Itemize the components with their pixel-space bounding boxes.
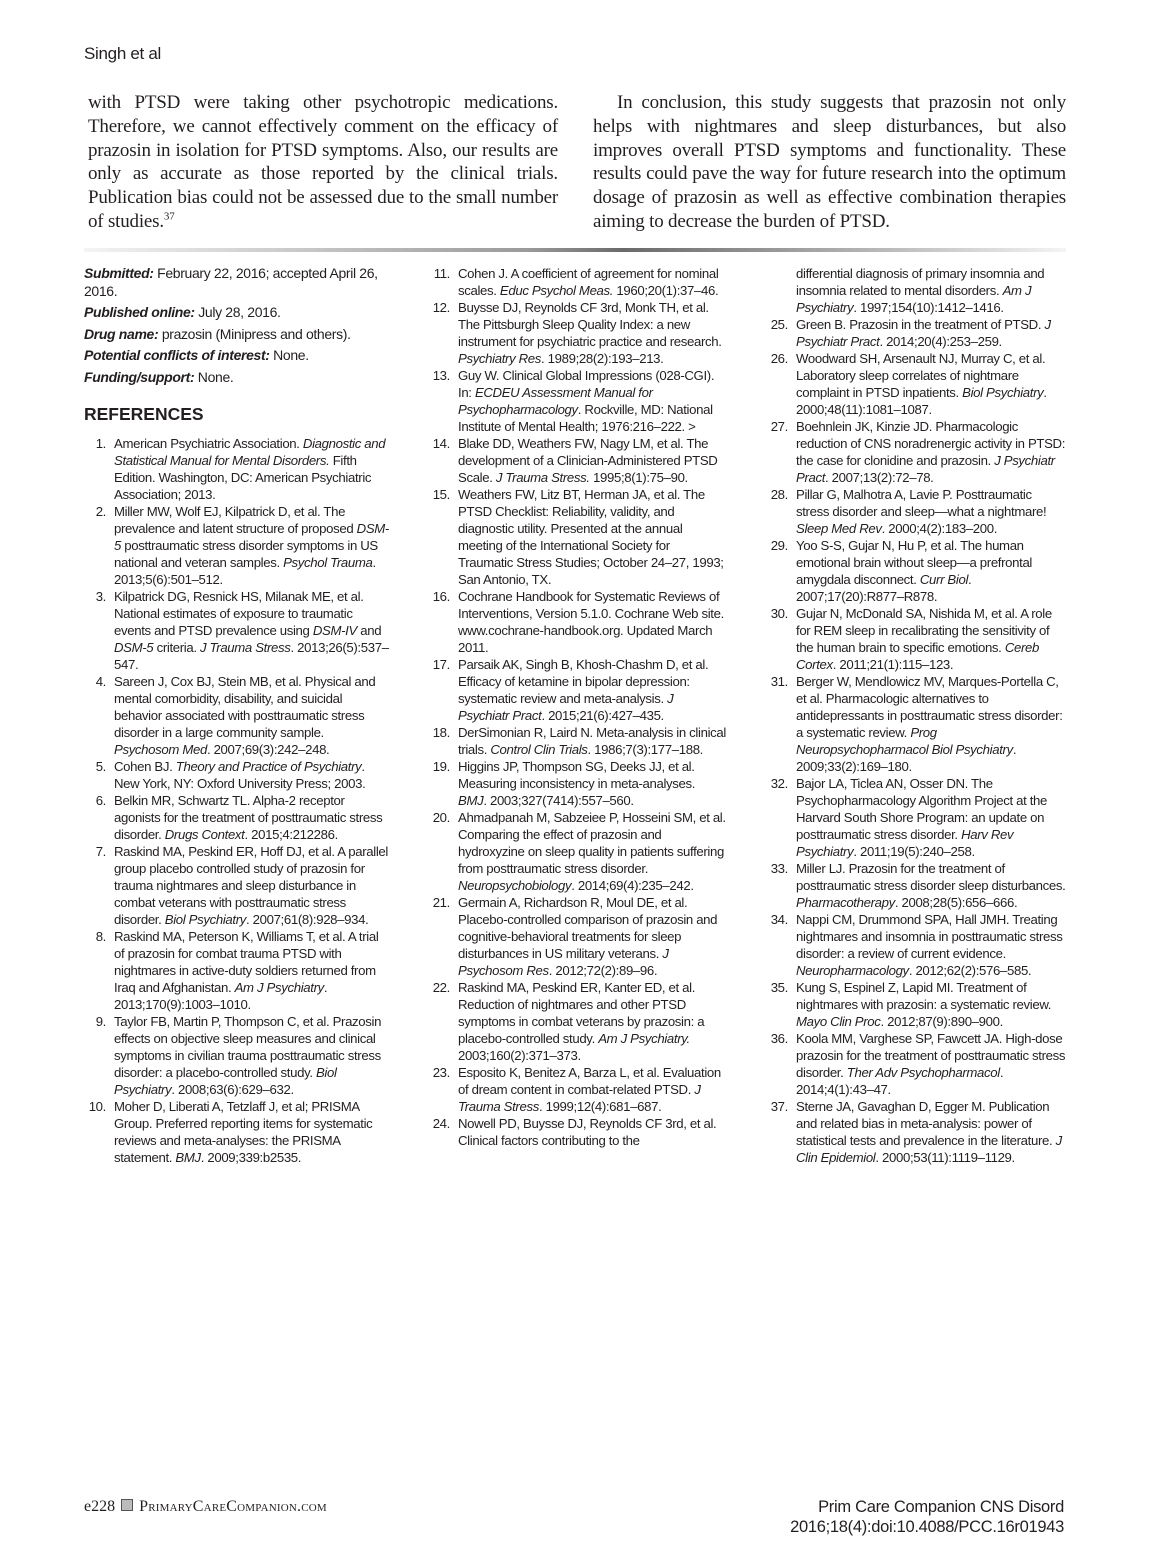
- reference-title-italic: Pharmacotherapy: [796, 895, 895, 910]
- reference-item: [762, 486, 1068, 537]
- reference-title-italic: Am J Psychiatry: [234, 980, 324, 995]
- reference-number: 4.: [95, 674, 106, 689]
- meta-value: None.: [194, 368, 234, 385]
- reference-text: [458, 758, 726, 809]
- reference-text-segment: 1995;8(1):75–90.: [589, 470, 688, 485]
- reference-text-segment: . 2000;48(11):1081–1087.: [796, 385, 1047, 417]
- reference-item: [762, 418, 1068, 486]
- reference-item: [762, 860, 1068, 911]
- reference-text: [458, 486, 726, 588]
- meta-value: July 28, 2016.: [194, 304, 281, 320]
- reference-item: [84, 792, 390, 843]
- reference-title-italic: Psychol Trauma: [283, 555, 373, 570]
- reference-item: [762, 350, 1068, 418]
- reference-title-italic: Biol Psychiatry: [962, 385, 1044, 400]
- reference-text-segment: Woodward SH, Arsenault NJ, Murray C, et al. Laboratory sleep correlates of nightmare complaint in PTSD inpatients.: [796, 351, 1046, 400]
- reference-text: [458, 979, 726, 1064]
- meta-value: prazosin (Minipress and others).: [158, 325, 351, 342]
- reference-item: [424, 809, 726, 894]
- reference-text-segment: . 2011;21(1):115–123.: [832, 657, 954, 672]
- reference-number: 2.: [95, 504, 106, 519]
- reference-number: 23.: [432, 1065, 450, 1080]
- reference-text: [796, 1098, 1068, 1166]
- reference-text-segment: Belkin MR, Schwartz TL. Alpha-2 receptor agonists for the treatment of posttraumatic stress disorder.: [114, 793, 383, 842]
- reference-number: 26.: [770, 351, 788, 366]
- reference-text: [796, 860, 1068, 911]
- reference-title-italic: Diagnostic and Statistical Manual for Mental Disorders.: [114, 436, 386, 468]
- reference-title-italic: Am J Psychiatry.: [598, 1031, 690, 1046]
- reference-title-italic: DSM-IV: [312, 623, 357, 638]
- reference-text: [458, 656, 726, 724]
- reference-text-segment: Bajor LA, Ticlea AN, Osser DN. The Psychopharmacology Algorithm Project at the Harvard South Shore Program: an update on posttraumatic stress disorder.: [796, 776, 1048, 842]
- reference-text-segment: Pillar G, Malhotra A, Lavie P. Posttraumatic stress disorder and sleep—what a nightmare!: [796, 487, 1047, 519]
- reference-item: [762, 1030, 1068, 1098]
- square-bullet-icon: [121, 1499, 133, 1511]
- meta-conflicts: [84, 347, 390, 365]
- reference-item: [424, 724, 726, 758]
- reference-item: [84, 503, 390, 588]
- reference-text-segment: . 2011;19(5):240–258.: [853, 844, 975, 859]
- reference-item: [424, 299, 726, 367]
- footer-left: [84, 1498, 327, 1516]
- journal-name: Prim Care Companion CNS Disord: [818, 1498, 1064, 1516]
- reference-title-italic: Biol Psychiatry: [164, 912, 246, 927]
- reference-number: 22.: [432, 980, 450, 995]
- reference-text-segment: American Psychiatric Association.: [114, 436, 303, 451]
- body-text-left: [88, 91, 558, 234]
- reference-item: [424, 1064, 726, 1115]
- reference-text: [458, 435, 726, 486]
- reference-title-italic: Ther Adv Psychopharmacol: [846, 1065, 1000, 1080]
- citation-superscript[interactable]: 37: [163, 210, 175, 223]
- reference-text-segment: Sareen J, Cox BJ, Stein MB, et al. Physical and mental comorbidity, disability, and suicidal behavior associated with posttraumatic stress disorder in a large community sample.: [114, 674, 376, 740]
- reference-title-italic: Neuropharmacology: [796, 963, 909, 978]
- page-number: e228: [84, 1498, 116, 1515]
- reference-number: 30.: [770, 606, 788, 621]
- reference-text-segment: . 2014;69(4):235–242.: [571, 878, 694, 893]
- reference-title-italic: J Trauma Stress: [200, 640, 291, 655]
- reference-title-italic: Biol Psychiatry: [114, 1065, 337, 1097]
- meta-drug-name: [84, 326, 390, 344]
- journal-website-link[interactable]: PrimaryCareCompanion.com: [139, 1498, 327, 1515]
- reference-number: 37.: [770, 1099, 788, 1114]
- reference-number: 10.: [88, 1099, 106, 1114]
- reference-item: [84, 928, 390, 1013]
- reference-text-segment: . 2000;53(11):1119–1129.: [875, 1150, 1015, 1165]
- reference-text-segment: Raskind MA, Peterson K, Williams T, et al. A trial of prazosin for combat trauma PTSD with nightmares in active-duty soldiers returned from Iraq and Afghanistan.: [114, 929, 379, 995]
- reference-text-segment: . 2015;21(6):427–435.: [541, 708, 664, 723]
- reference-number: 33.: [770, 861, 788, 876]
- reference-text-segment: Moher D, Liberati A, Tetzlaff J, et al; PRISMA Group. Preferred reporting items for systematic reviews and meta-analyses: the PRISMA statement.: [114, 1099, 373, 1165]
- reference-title-italic: Sleep Med Rev: [796, 521, 882, 536]
- reference-text: [796, 979, 1068, 1030]
- reference-text: [114, 758, 390, 792]
- reference-number: 12.: [432, 300, 450, 315]
- reference-text: [114, 588, 390, 673]
- reference-number: 31.: [770, 674, 788, 689]
- reference-list: [762, 265, 1068, 1166]
- meta-published: [84, 304, 390, 322]
- reference-number: 28.: [770, 487, 788, 502]
- reference-text-segment: . 2007;69(3):242–248.: [206, 742, 330, 757]
- reference-item-continued: [762, 265, 1068, 316]
- reference-text: [458, 894, 726, 979]
- reference-text: [796, 537, 1068, 605]
- reference-text-segment: . 2007;61(8):928–934.: [245, 912, 369, 927]
- reference-item: [762, 605, 1068, 673]
- reference-number: 25.: [770, 317, 788, 332]
- meta-label: Funding/support:: [84, 368, 195, 385]
- reference-title-italic: Psychiatry Res: [458, 351, 542, 366]
- reference-title-italic: Drugs Context: [164, 827, 245, 842]
- reference-title-italic: J Psychiatr Pract: [796, 317, 1051, 349]
- reference-text-segment: . 2015;4:212286.: [244, 827, 338, 842]
- meta-funding: [84, 369, 390, 387]
- reference-item: [424, 367, 726, 435]
- reference-text: [458, 265, 726, 299]
- reference-item: [762, 911, 1068, 979]
- reference-text: [796, 418, 1068, 486]
- reference-text-segment: . 2003;327(7414):557–560.: [483, 793, 634, 808]
- running-head: Singh et al: [84, 44, 162, 63]
- reference-title-italic: J Psychosom Res: [458, 946, 669, 978]
- reference-title-italic: Control Clin Trials: [490, 742, 588, 757]
- reference-text-segment: Nowell PD, Buysse DJ, Reynolds CF 3rd, et al. Clinical factors contributing to the: [458, 1116, 717, 1148]
- reference-number: 16.: [432, 589, 450, 604]
- reference-text-segment: Ahmadpanah M, Sabzeiee P, Hosseini SM, et al. Comparing the effect of prazosin and hydroxyzine on sleep quality in patients suffering from posttraumatic stress disorder.: [458, 810, 726, 876]
- reference-text: [114, 928, 390, 1013]
- references-column-2: [424, 265, 726, 1149]
- reference-text-segment: Miller MW, Wolf EJ, Kilpatrick D, et al. The prevalence and latent structure of proposed: [114, 504, 357, 536]
- reference-number: 3.: [95, 589, 106, 604]
- reference-number: 7.: [95, 844, 106, 859]
- meta-label: Drug name:: [84, 325, 159, 342]
- reference-number: 9.: [95, 1014, 106, 1029]
- references-column-3: [762, 265, 1068, 1166]
- reference-text-segment: Koola MM, Varghese SP, Fawcett JA. High-dose prazosin for the treatment of posttraumatic stress disorder.: [796, 1031, 1066, 1080]
- reference-title-italic: J Trauma Stress.: [495, 470, 590, 485]
- reference-text: [458, 724, 726, 758]
- reference-text: [796, 265, 1068, 316]
- reference-text-segment: Green B. Prazosin in the treatment of PTSD.: [796, 317, 1045, 332]
- footer-citation: [790, 1497, 1064, 1537]
- reference-title-italic: Theory and Practice of Psychiatry: [175, 759, 362, 774]
- reference-item: [84, 758, 390, 792]
- reference-item: [762, 775, 1068, 860]
- reference-text-segment: Miller LJ. Prazosin for the treatment of posttraumatic stress disorder sleep disturbances.: [796, 861, 1066, 893]
- reference-number: 36.: [770, 1031, 788, 1046]
- reference-text-segment: . 2008;63(6):629–632.: [171, 1082, 294, 1097]
- reference-text-segment: Sterne JA, Gavaghan D, Egger M. Publication and related bias in meta-analysis: power of statistical tests and prevalence in the literature.: [796, 1099, 1056, 1148]
- reference-text: [458, 1115, 726, 1149]
- reference-title-italic: BMJ: [458, 793, 484, 808]
- reference-item: [424, 265, 726, 299]
- reference-text-segment: Yoo S-S, Gujar N, Hu P, et al. The human emotional brain without sleep—a prefrontal amygdala disconnect.: [796, 538, 1033, 587]
- reference-text-segment: Esposito K, Benitez A, Barza L, et al. Evaluation of dream content in combat-related PTSD.: [458, 1065, 721, 1097]
- reference-title-italic: Neuropsychobiology: [458, 878, 572, 893]
- reference-text-segment: Buysse DJ, Reynolds CF 3rd, Monk TH, et al. The Pittsburgh Sleep Quality Index: a new instrument for psychiatric practice and research.: [458, 300, 722, 349]
- reference-text-segment: 1960;20(1):37–46.: [613, 283, 719, 298]
- reference-number: 1.: [95, 436, 106, 451]
- reference-text-segment: DerSimonian R, Laird N. Meta-analysis in clinical trials.: [458, 725, 726, 757]
- reference-number: 13.: [432, 368, 450, 383]
- reference-text: [796, 775, 1068, 860]
- reference-text-segment: Cohen BJ.: [114, 759, 176, 774]
- reference-item: [424, 979, 726, 1064]
- reference-text-segment: differential diagnosis of primary insomnia and insomnia related to mental disorders.: [796, 266, 1045, 298]
- reference-text-segment: . 2009;339:b2535.: [200, 1150, 302, 1165]
- reference-text-segment: . 2013;5(6):501–512.: [114, 555, 376, 587]
- conclusion-paragraph: In conclusion, this study suggests that prazosin not only helps with nightmares and sleep disturbances, but also improves overall PTSD symptoms and functionality. These results could pave the way for future research into the optimum dosage of prazosin as well as effective combination therapies aiming to decrease the burden of PTSD.: [593, 92, 1066, 232]
- reference-number: 8.: [95, 929, 106, 944]
- reference-text: [458, 367, 726, 435]
- reference-text-segment: Raskind MA, Peskind ER, Kanter ED, et al. Reduction of nightmares and other PTSD symptoms in combat veterans by prazosin: a placebo-controlled study.: [458, 980, 705, 1046]
- reference-item: [762, 316, 1068, 350]
- reference-text-segment: Berger W, Mendlowicz MV, Marques-Portella C, et al. Pharmacologic alternatives to antidepressants in posttraumatic stress disorder: a systematic review.: [796, 674, 1063, 740]
- reference-text-segment: . 2009;33(2):169–180.: [796, 742, 1017, 774]
- reference-item: [84, 1013, 390, 1098]
- reference-text: [114, 1013, 390, 1098]
- reference-item: [762, 673, 1068, 775]
- reference-text: [796, 350, 1068, 418]
- reference-title-italic: J Psychiatr Pract: [796, 453, 1055, 485]
- reference-title-italic: DSM-5: [114, 521, 389, 553]
- reference-item: [424, 486, 726, 588]
- reference-title-italic: Educ Psychol Meas.: [499, 283, 614, 298]
- reference-text-segment: criteria.: [153, 640, 200, 655]
- reference-text-segment: Weathers FW, Litz BT, Herman JA, et al. The PTSD Checklist: Reliability, validity, and diagnostic utility. Presented at the annual meeting of the International Society for Traumatic Stress Studies; October 24–27, 1993; San Antonio, TX.: [458, 487, 724, 587]
- meta-label: Potential conflicts of interest:: [84, 347, 270, 363]
- reference-text-segment: . 2014;20(4):253–259.: [879, 334, 1002, 349]
- reference-number: 17.: [432, 657, 450, 672]
- reference-title-italic: Mayo Clin Proc: [796, 1014, 881, 1029]
- reference-title-italic: DSM-5: [114, 640, 154, 655]
- reference-title-italic: J Trauma Stress: [458, 1082, 701, 1114]
- reference-text: [796, 1030, 1068, 1098]
- reference-item: [84, 1098, 390, 1166]
- reference-text: [796, 911, 1068, 979]
- reference-text: [458, 1064, 726, 1115]
- reference-number: 15.: [432, 487, 450, 502]
- references-column-1: [84, 265, 390, 1166]
- reference-item: [84, 435, 390, 503]
- reference-list: [84, 435, 390, 1166]
- reference-text: [114, 673, 390, 758]
- reference-title-italic: Psychosom Med: [114, 742, 207, 757]
- reference-text-segment: . New York, NY: Oxford University Press; 2003.: [114, 759, 366, 791]
- reference-text-segment: . 2000;4(2):183–200.: [881, 521, 998, 536]
- reference-item: [424, 894, 726, 979]
- reference-item: [762, 979, 1068, 1030]
- references-heading: REFERENCES: [84, 404, 204, 424]
- body-paragraph: with PTSD were taking other psychotropic medications. Therefore, we cannot effectively comment on the efficacy of prazosin in isolation for PTSD symptoms. Also, our results are only as accurate as those reported by the clinical trials. Publication bias could not be assessed due to the small number of studies.: [88, 92, 558, 232]
- reference-title-italic: J Psychiatr Pract: [458, 691, 674, 723]
- reference-text-segment: Gujar N, McDonald SA, Nishida M, et al. A role for REM sleep in recalibrating the sensitivity of the human brain to specific emotions.: [796, 606, 1052, 655]
- reference-number: 24.: [432, 1116, 450, 1131]
- reference-number: 19.: [432, 759, 450, 774]
- reference-title-italic: Harv Rev Psychiatry: [796, 827, 1014, 859]
- reference-text-segment: Blake DD, Weathers FW, Nagy LM, et al. The development of a Clinician-Administered PTSD Scale.: [458, 436, 718, 485]
- reference-text-segment: . 2013;26(5):537–547.: [114, 640, 389, 672]
- meta-value: None.: [269, 347, 309, 363]
- reference-text-segment: . 2012;87(9):890–900.: [880, 1014, 1003, 1029]
- reference-text-segment: posttraumatic stress disorder symptoms in US national and veteran samples.: [114, 538, 378, 570]
- reference-text-segment: . 2008;28(5):656–666.: [894, 895, 1018, 910]
- reference-item: [84, 673, 390, 758]
- reference-text-segment: Raskind MA, Peskind ER, Hoff DJ, et al. A parallel group placebo controlled study of prazosin for trauma nightmares and sleep disturbance in combat veterans with posttraumatic stress disorder.: [114, 844, 388, 927]
- reference-title-italic: Am J Psychiatry: [796, 283, 1032, 315]
- reference-text-segment: . 2012;72(2):89–96.: [548, 963, 658, 978]
- reference-list: [424, 265, 726, 1149]
- reference-text-segment: . 1986;7(3):177–188.: [587, 742, 703, 757]
- reference-number: 34.: [770, 912, 788, 927]
- reference-text: [114, 792, 390, 843]
- reference-number: 35.: [770, 980, 788, 995]
- reference-item: [762, 537, 1068, 605]
- reference-number: 32.: [770, 776, 788, 791]
- reference-text-segment: Fifth Edition. Washington, DC: American Psychiatric Association; 2013.: [114, 453, 372, 502]
- reference-number: 18.: [432, 725, 450, 740]
- reference-item: [424, 588, 726, 656]
- reference-text: [458, 809, 726, 894]
- reference-text-segment: Germain A, Richardson R, Moul DE, et al. Placebo-controlled comparison of prazosin and cognitive-behavioral treatments for sleep disturbances in US military veterans.: [458, 895, 718, 961]
- reference-title-italic: Prog Neuropsychopharmacol Biol Psychiatry: [796, 725, 1013, 757]
- reference-text: [796, 316, 1068, 350]
- section-divider: [84, 248, 1066, 252]
- reference-item: [424, 435, 726, 486]
- reference-text-segment: Nappi CM, Drummond SPA, Hall JMH. Treating nightmares and insomnia in posttraumatic stress disorder: a review of current evidence.: [796, 912, 1063, 961]
- reference-text-segment: . 1999;12(4):681–687.: [538, 1099, 662, 1114]
- body-text-right: [593, 91, 1066, 234]
- reference-text: [796, 605, 1068, 673]
- reference-text: [458, 588, 726, 656]
- reference-text: [458, 299, 726, 367]
- reference-number: 20.: [432, 810, 450, 825]
- reference-number: 11.: [433, 266, 450, 281]
- reference-number: 29.: [770, 538, 788, 553]
- reference-text: [114, 435, 390, 503]
- reference-text-segment: . 2012;62(2):576–585.: [908, 963, 1032, 978]
- reference-title-italic: Curr Biol: [919, 572, 969, 587]
- reference-text-segment: . 1989;28(2):193–213.: [541, 351, 664, 366]
- article-metadata: [84, 265, 390, 386]
- reference-text: [114, 503, 390, 588]
- reference-title-italic: ECDEU Assessment Manual for Psychopharmacology: [458, 385, 653, 417]
- reference-number: 6.: [95, 793, 106, 808]
- reference-text-segment: . 1997;154(10):1412–1416.: [853, 300, 1004, 315]
- reference-title-italic: Cereb Cortex: [796, 640, 1039, 672]
- reference-item: [424, 656, 726, 724]
- reference-item: [84, 843, 390, 928]
- reference-text: [796, 673, 1068, 775]
- reference-text-segment: . 2007;13(2):72–78.: [825, 470, 934, 485]
- meta-label: Submitted:: [84, 265, 154, 281]
- reference-text-segment: Kilpatrick DG, Resnick HS, Milanak ME, et al. National estimates of exposure to traumatic events and PTSD prevalence using: [114, 589, 364, 638]
- reference-text: [796, 486, 1068, 537]
- reference-number: 5.: [95, 759, 106, 774]
- reference-text-segment: Taylor FB, Martin P, Thompson C, et al. Prazosin effects on objective sleep measures and clinical symptoms in civilian trauma posttraumatic stress disorder: a placebo-controlled study.: [114, 1014, 382, 1080]
- reference-item: [762, 1098, 1068, 1166]
- reference-text-segment: and: [356, 623, 382, 638]
- reference-text-segment: Kung S, Espinel Z, Lapid MI. Treatment of nightmares with prazosin: a systematic review.: [796, 980, 1052, 1012]
- reference-text-segment: . 2014;4(1):43–47.: [796, 1065, 1004, 1097]
- reference-number: 21.: [432, 895, 450, 910]
- reference-text: [114, 843, 390, 928]
- reference-text-segment: . 2013;170(9):1003–1010.: [114, 980, 328, 1012]
- reference-number: 27.: [770, 419, 788, 434]
- reference-text: [114, 1098, 390, 1166]
- reference-text-segment: Cochrane Handbook for Systematic Reviews of Interventions, Version 5.1.0. Cochrane Web site. www.cochrane-handbook.org. Updated March 2011.: [458, 589, 724, 655]
- reference-number: 14.: [432, 436, 450, 451]
- reference-item: [424, 758, 726, 809]
- reference-title-italic: J Clin Epidemiol: [796, 1133, 1062, 1165]
- reference-text-segment: Cohen J. A coefficient of agreement for nominal scales.: [458, 266, 719, 298]
- reference-text-segment: . Rockville, MD: National Institute of Mental Health; 1976:216–222. >: [458, 402, 713, 434]
- reference-title-italic: BMJ: [175, 1150, 201, 1165]
- reference-item: [84, 588, 390, 673]
- meta-label: Published online:: [84, 304, 195, 320]
- reference-text-segment: Parsaik AK, Singh B, Khosh-Chashm D, et al. Efficacy of ketamine in bipolar depression: systematic review and meta-analysis.: [458, 657, 709, 706]
- reference-text-segment: Higgins JP, Thompson SG, Deeks JJ, et al. Measuring inconsistency in meta-analyses.: [458, 759, 696, 791]
- reference-text-segment: Guy W. Clinical Global Impressions (028-CGI). In:: [458, 368, 715, 400]
- reference-item: [424, 1115, 726, 1149]
- meta-value: February 22, 2016; accepted April 26, 2016.: [84, 265, 378, 299]
- reference-text-segment: . 2007;17(20):R877–R878.: [796, 572, 972, 604]
- reference-text-segment: 2003;160(2):371–373.: [458, 1048, 581, 1063]
- meta-submitted: [84, 265, 390, 300]
- reference-text-segment: Boehnlein JK, Kinzie JD. Pharmacologic reduction of CNS noradrenergic activity in PTSD: the case for clonidine and prazosin.: [796, 419, 1066, 468]
- doi-citation[interactable]: 2016;18(4):doi:10.4088/PCC.16r01943: [790, 1518, 1064, 1536]
